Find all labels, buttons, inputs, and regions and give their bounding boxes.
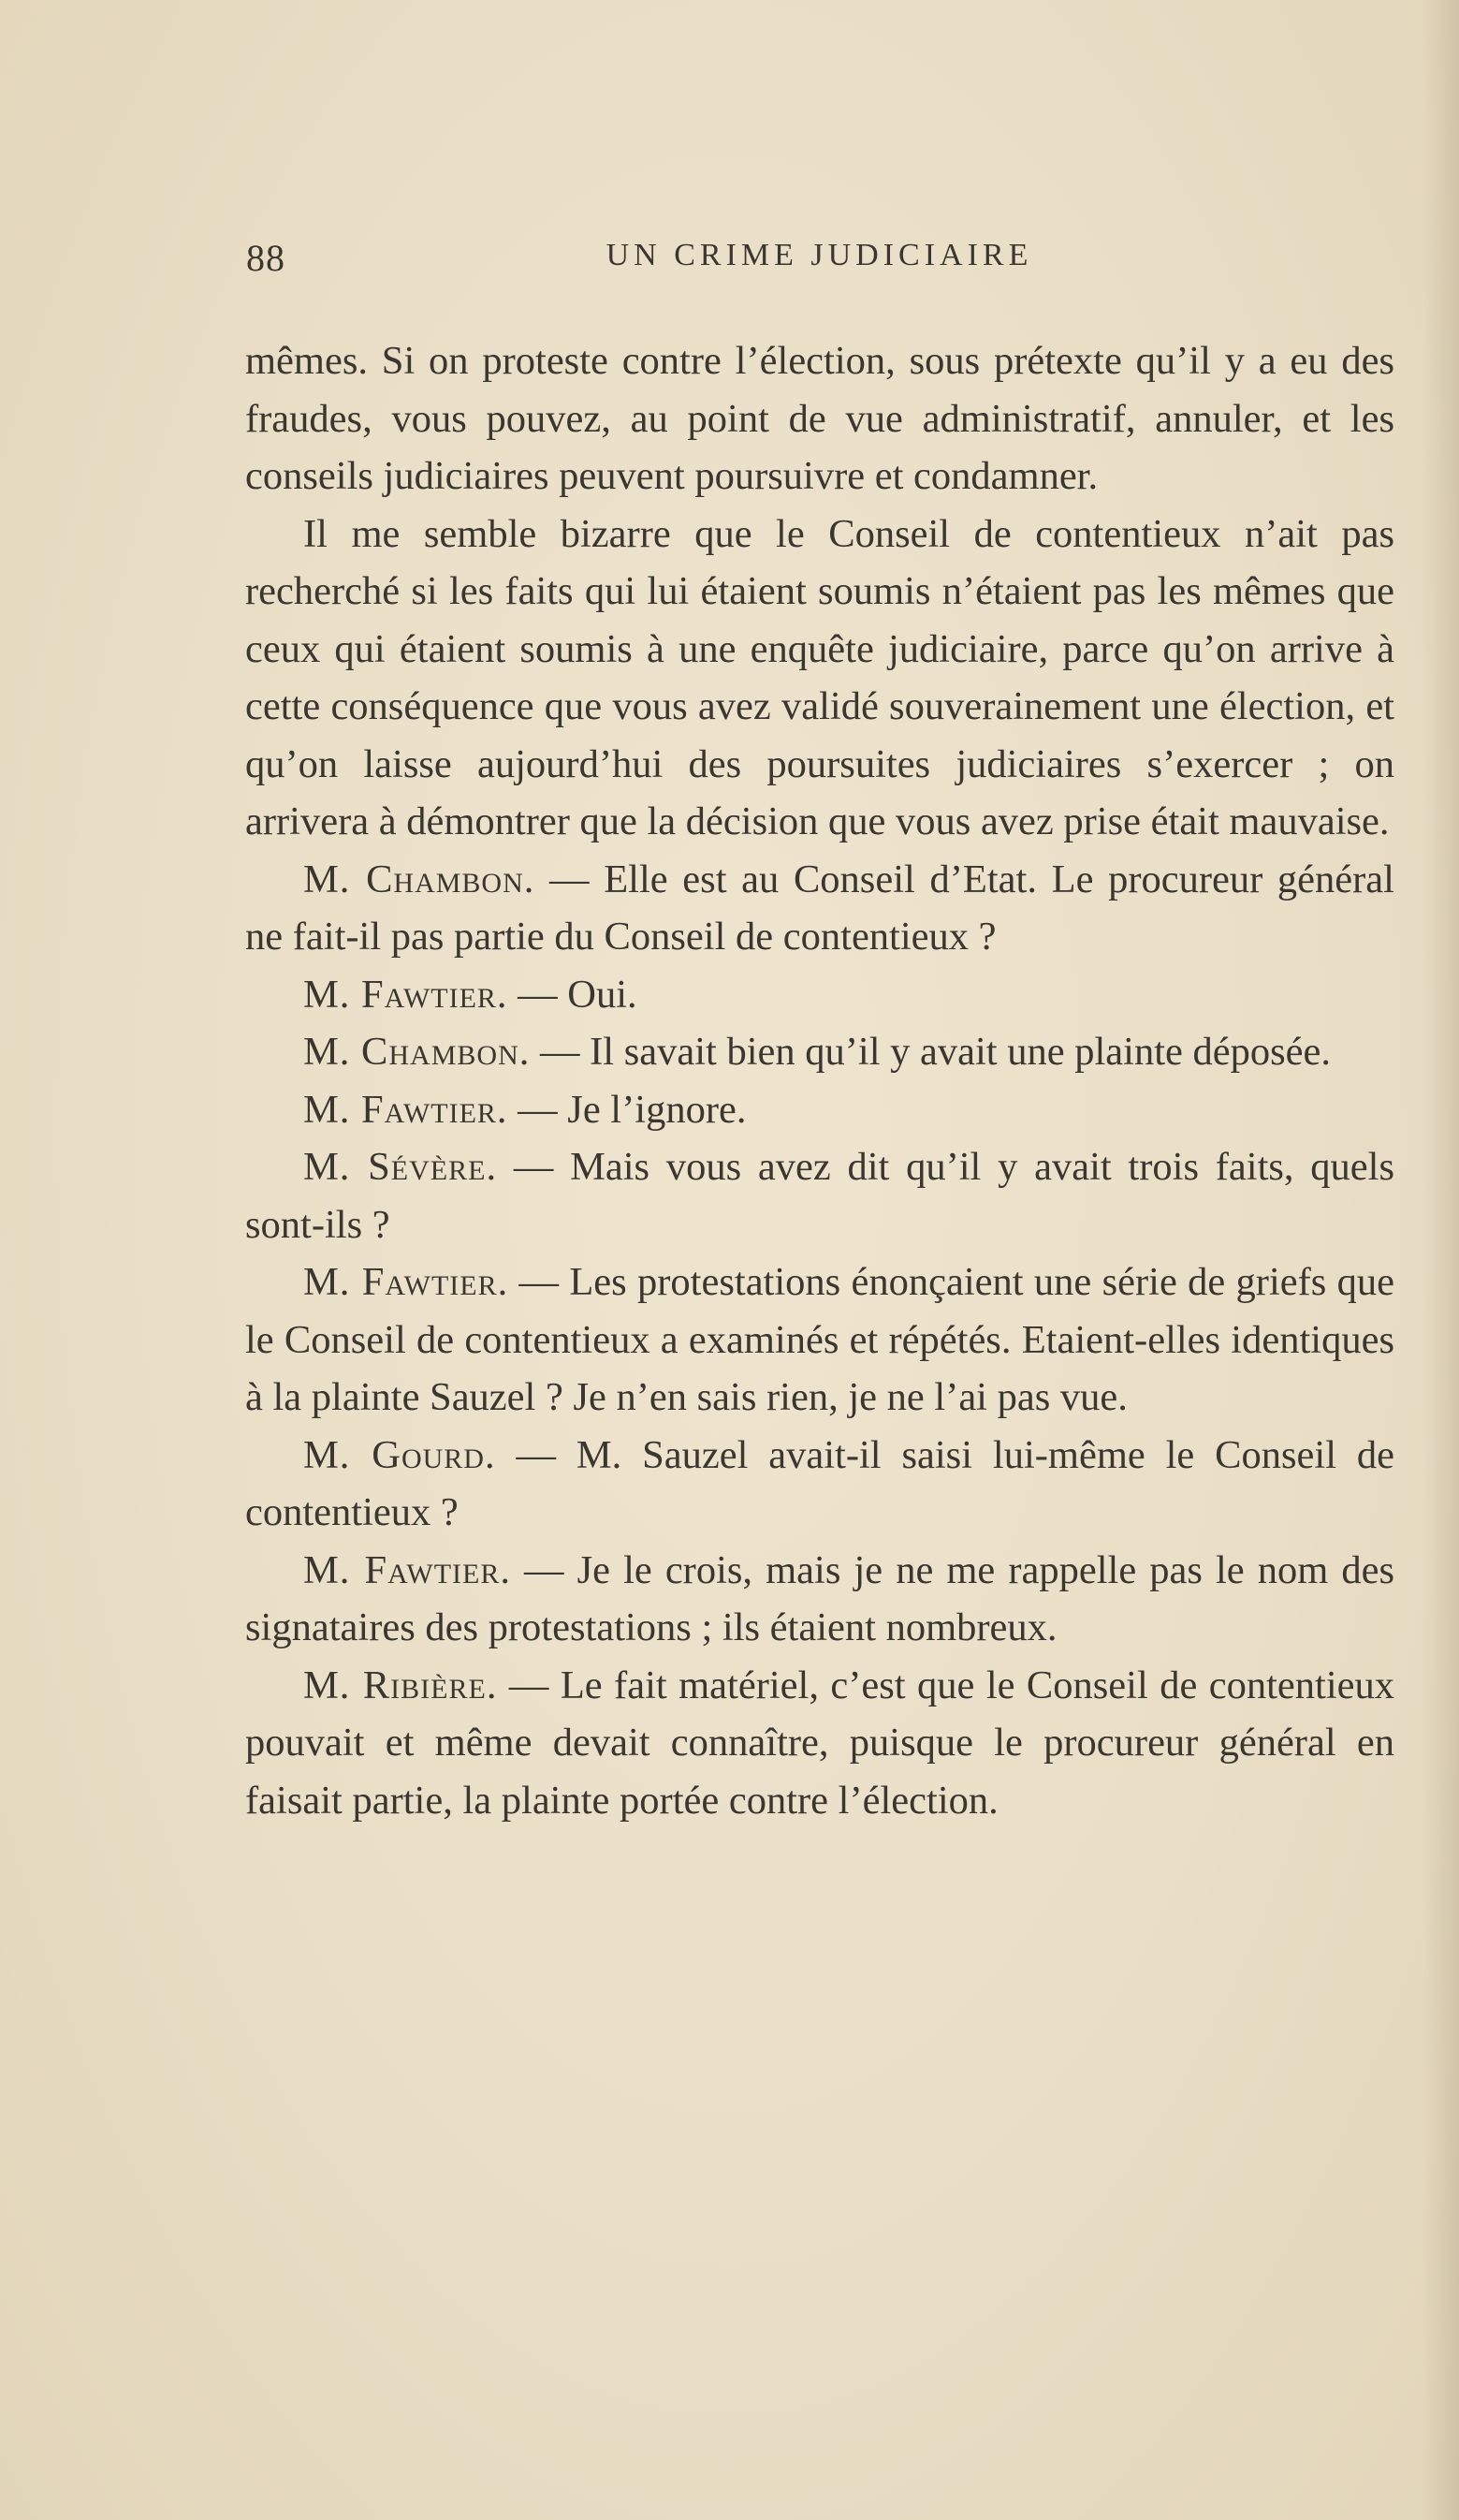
dialogue-text: — Oui.	[507, 972, 637, 1017]
paragraph	[245, 332, 1394, 505]
paragraph	[245, 505, 1394, 851]
dialogue-paragraph	[245, 1253, 1394, 1427]
page-number: 88	[246, 237, 285, 279]
page-header	[246, 236, 1393, 283]
dialogue-text: — Elle est au Conseil d’Etat. Le procureur général ne fait-il pas partie du Conseil de contentieux ?	[245, 857, 1394, 959]
dialogue-text: — Le fait matériel, c’est que le Conseil de contentieux pouvait et même devait connaître, puisque le procureur général en faisait partie, la plainte portée contre l’élection.	[245, 1663, 1394, 1823]
page-edge-shadow	[1422, 0, 1459, 2520]
running-title: UN CRIME JUDICIAIRE	[605, 238, 1033, 272]
body-text	[245, 332, 1394, 1829]
dialogue-paragraph	[245, 1427, 1394, 1542]
dialogue-paragraph	[245, 851, 1394, 966]
paragraph-text: mêmes. Si on proteste contre l’élection, sous prétexte qu’il y a eu des fraudes, vous pouvez, au point de vue administratif, annuler, et les conseils judiciaires peuvent poursuivre et condamner.	[245, 339, 1394, 498]
dialogue-text: — Mais vous avez dit qu’il y avait trois faits, quels sont-ils ?	[245, 1145, 1394, 1247]
paragraph-text: Il me semble bizarre que le Conseil de contentieux n’ait pas recherché si les faits qui lui étaient soumis n’étaient pas les mêmes que ceux qui étaient soumis à une enquête judiciaire, parce qu’on arrive à cette conséquence que vous avez validé souverainement une élection, et qu’on laisse aujourd’hui des poursuites judiciaires s’exercer ; on arrivera à démontrer que la décision que vous avez prise était mauvaise.	[245, 511, 1394, 843]
speaker-name: M. Chambon.	[303, 857, 535, 901]
speaker-name: M. Fawtier.	[303, 1260, 509, 1304]
dialogue-paragraph	[245, 1657, 1394, 1830]
speaker-name: M. Ribière.	[303, 1663, 498, 1707]
dialogue-text: — Je l’ignore.	[507, 1087, 747, 1132]
dialogue-text: — Il savait bien qu’il y avait une plainte déposée.	[530, 1030, 1332, 1074]
dialogue-paragraph	[245, 1138, 1394, 1253]
dialogue-paragraph	[245, 1542, 1394, 1657]
speaker-name: M. Fawtier.	[303, 1087, 508, 1132]
dialogue-paragraph	[245, 966, 1394, 1024]
speaker-name: M. Fawtier.	[303, 1547, 511, 1592]
dialogue-text: — Les protestations énonçaient une série de griefs que le Conseil de contentieux a examinés et répétés. Etaient-elles identiques à la plainte Sauzel ? Je n’en sais rien, je ne l’ai pas vue.	[245, 1260, 1394, 1419]
dialogue-paragraph	[245, 1023, 1394, 1081]
dialogue-text: — M. Sauzel avait-il saisi lui-même le Conseil de contentieux ?	[245, 1432, 1394, 1534]
dialogue-text: — Je le crois, mais je ne me rappelle pas le nom des signataires des protestations ; ils étaient nombreux.	[245, 1547, 1395, 1649]
dialogue-paragraph	[245, 1081, 1394, 1139]
speaker-name: M. Chambon.	[303, 1030, 531, 1074]
speaker-name: M. Sévère.	[303, 1145, 498, 1189]
speaker-name: M. Fawtier.	[303, 972, 508, 1017]
speaker-name: M. Gourd.	[303, 1432, 496, 1477]
